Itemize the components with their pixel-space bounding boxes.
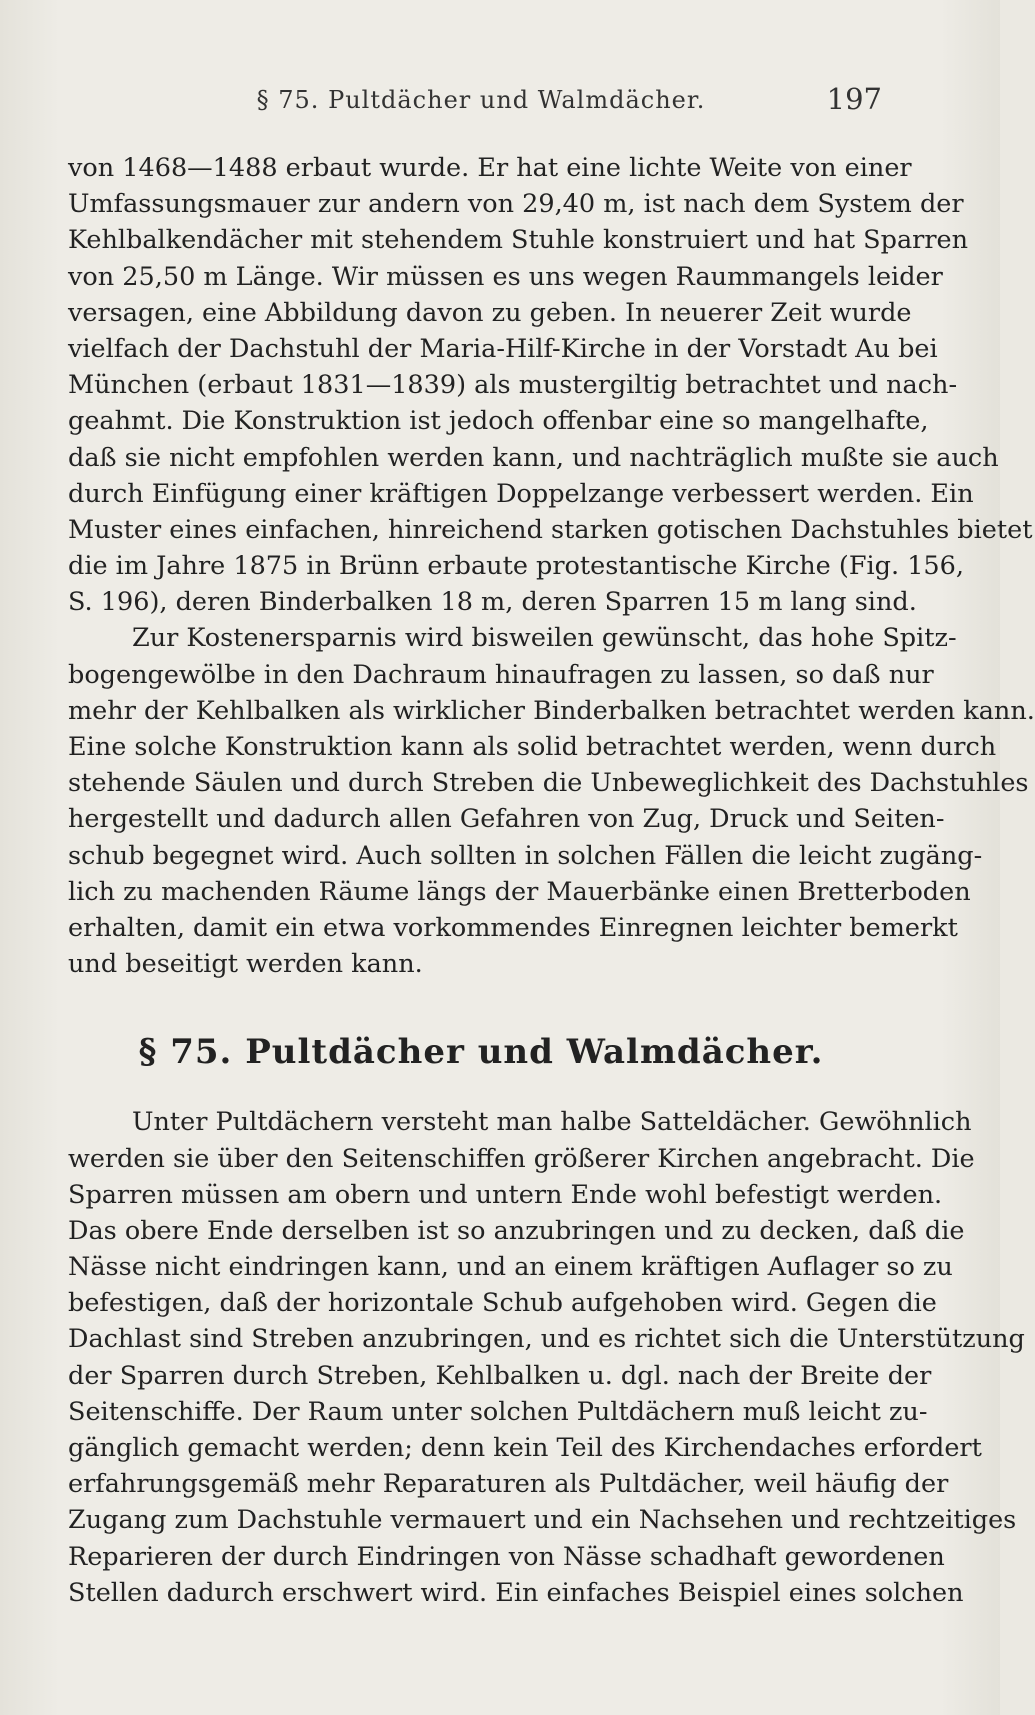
- text-line: Kehlbalkendächer mit stehendem Stuhle konstruiert und hat Sparren: [68, 225, 969, 256]
- text-line: S. 196), deren Binderbalken 18 m, deren Sparren 15 m lang sind.: [68, 587, 917, 618]
- text-line: vielfach der Dachstuhl der Maria-Hilf-Kirche in der Vorstadt Au bei: [68, 333, 938, 364]
- paragraph-1: [68, 150, 1033, 620]
- page-header: [70, 82, 892, 126]
- text-line: die im Jahre 1875 in Brünn erbaute protestantische Kirche (Fig. 156,: [68, 551, 964, 582]
- text-line: Zugang zum Dachstuhle vermauert und ein Nachsehen und rechtzeitiges: [68, 1505, 1017, 1536]
- text-line: stehende Säulen und durch Streben die Unbeweglichkeit des Dachstuhles: [68, 768, 1029, 799]
- text-line: der Sparren durch Streben, Kehlbalken u. dgl. nach der Breite der: [68, 1360, 932, 1391]
- text-line: München (erbaut 1831—1839) als mustergiltig betrachtet und nach-: [68, 370, 958, 401]
- text-line: durch Einfügung einer kräftigen Doppelzange verbessert werden. Ein: [68, 478, 974, 509]
- text-line: werden sie über den Seitenschiffen größerer Kirchen angebracht. Die: [68, 1143, 975, 1174]
- text-line: Unter Pultdächern versteht man halbe Satteldächer. Gewöhnlich: [132, 1107, 972, 1138]
- text-line: Zur Kostenersparnis wird bisweilen gewünscht, das hohe Spitz-: [132, 623, 957, 654]
- text-line: lich zu machenden Räume längs der Mauerbänke einen Bretterboden: [68, 876, 971, 907]
- text-line: schub begegnet wird. Auch sollten in solchen Fällen die leicht zugäng-: [68, 840, 983, 871]
- text-line: Sparren müssen am obern und untern Ende wohl befestigt werden.: [68, 1179, 943, 1210]
- paragraph-2: [68, 620, 1035, 982]
- text-line: Umfassungsmauer zur andern von 29,40 m, ist nach dem System der: [68, 189, 964, 220]
- text-line: Das obere Ende derselben ist so anzubringen und zu decken, daß die: [68, 1215, 965, 1246]
- text-line: geahmt. Die Konstruktion ist jedoch offenbar eine so mangelhafte,: [68, 406, 929, 437]
- text-line: Muster eines einfachen, hinreichend starken gotischen Dachstuhles bietet: [68, 514, 1033, 545]
- text-line: befestigen, daß der horizontale Schub aufgehoben wird. Gegen die: [68, 1288, 937, 1319]
- text-line: von 25,50 m Länge. Wir müssen es uns wegen Raummangels leider: [68, 261, 943, 292]
- body-text: [68, 150, 1035, 1611]
- text-line: Dachlast sind Streben anzubringen, und es richtet sich die Unterstützung: [68, 1324, 1025, 1355]
- text-line: erfahrungsgemäß mehr Reparaturen als Pultdächer, weil häufig der: [68, 1469, 949, 1500]
- text-line: mehr der Kehlbalken als wirklicher Binderbalken betrachtet werden kann.: [68, 695, 1035, 726]
- text-line: gänglich gemacht werden; denn kein Teil des Kirchendaches erfordert: [68, 1433, 982, 1463]
- running-title: § 75. Pultdächer und Walmdächer.: [256, 86, 706, 114]
- text-line: von 1468—1488 erbaut wurde. Er hat eine lichte Weite von einer: [68, 153, 912, 183]
- text-line: hergestellt und dadurch allen Gefahren von Zug, Druck und Seiten-: [68, 804, 945, 835]
- text-line: bogengewölbe in den Dachraum hinaufragen zu lassen, so daß nur: [68, 659, 934, 690]
- text-line: Eine solche Konstruktion kann als solid betrachtet werden, wenn durch: [68, 732, 997, 762]
- text-line: daß sie nicht empfohlen werden kann, und nachträglich mußte sie auch: [68, 442, 999, 473]
- text-line: Reparieren der durch Eindringen von Nässe schadhaft gewordenen: [68, 1541, 945, 1572]
- page-number: 197: [826, 82, 882, 116]
- text-line: Nässe nicht eindringen kann, und an einem kräftigen Auflager so zu: [68, 1252, 953, 1283]
- text-line: versagen, eine Abbildung davon zu geben. In neuerer Zeit wurde: [68, 297, 912, 328]
- text-line: Stellen dadurch erschwert wird. Ein einfaches Beispiel eines solchen: [68, 1577, 964, 1608]
- text-line: und beseitigt werden kann.: [68, 949, 423, 980]
- text-line: erhalten, damit ein etwa vorkommendes Einregnen leichter bemerkt: [68, 912, 958, 943]
- paragraph-3: [68, 1104, 1025, 1611]
- text-line: Seitenschiffe. Der Raum unter solchen Pultdächern muß leicht zu-: [68, 1396, 928, 1427]
- section-heading: § 75. Pultdächer und Walmdächer.: [138, 1032, 824, 1073]
